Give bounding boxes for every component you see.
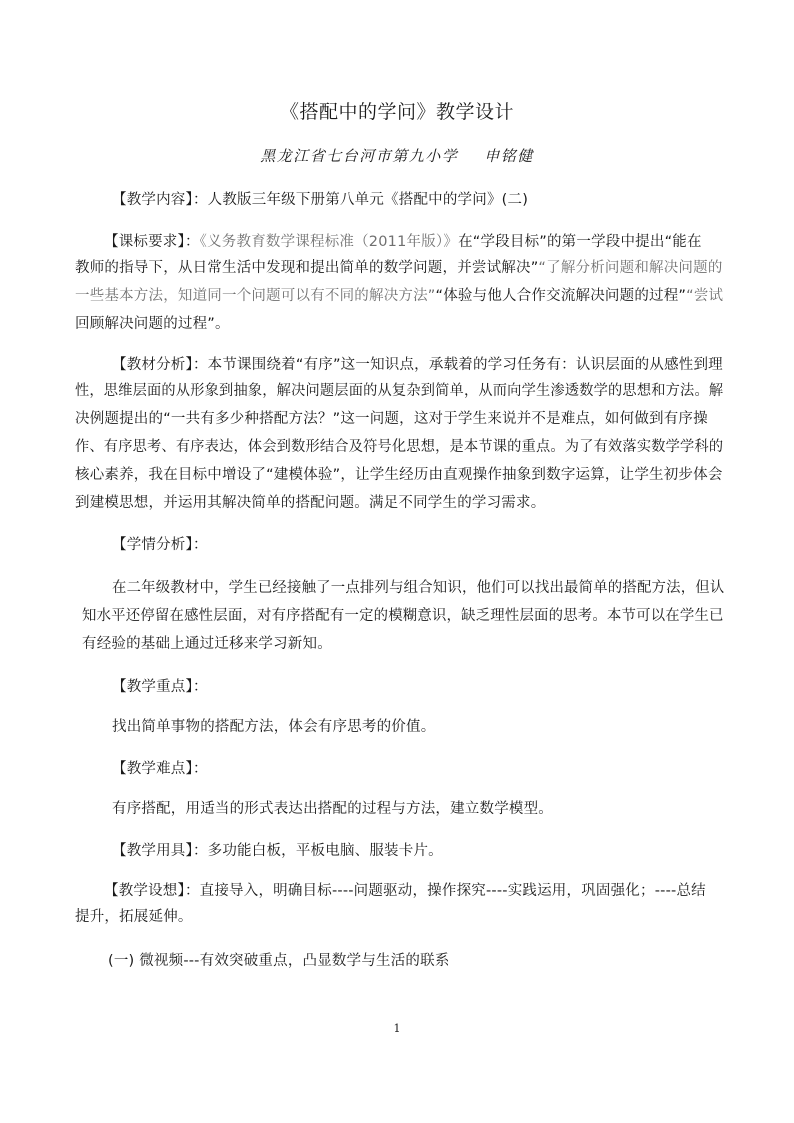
section-label: 【教学用具】： [112,843,208,859]
paragraph-text: 在“学段目标”的第一学段中提出“能在 [458,234,702,250]
paragraph-text: 教师的指导下，从日常生活中发现和提出简单的数学问题，并尝试解决” [75,260,539,276]
standards-line-4 [75,315,230,333]
concept-line-2: 提升，拓展延伸。 [75,909,193,925]
paragraph-text: 直接导入，明确目标----问题驱动，操作探究----实践运用，巩固强化；----总结 [199,883,706,899]
paragraph-text: 人教版三年级下册第八单元《搭配中的学问》(二) [207,192,529,208]
author-line [0,146,794,166]
material-line-1 [112,356,723,374]
material-line-4: 作、有序思考、有序表达，体会到数形结合及符号化思想，是本节课的重点。为了有效落实数学学科的 [75,439,724,455]
author-school: 黑龙江省七台河市第九小学 [260,147,459,165]
concept-line-1 [104,882,706,900]
teaching-content [112,191,528,209]
standards-quote: “了解分析问题和解决问题的 [538,260,723,276]
paragraph-text: 回顾解决问题的过程”。 [75,316,230,332]
material-line-3: 决例题提出的“一共有多少种搭配方法？”这一问题，这对于学生来说并不是难点，如何做到有序操 [75,411,708,427]
standards-quote: 一些基本方法，知道同一个问题可以有不同的解决方法” [75,288,436,304]
page-number: 1 [393,1022,401,1035]
key-point-text: 找出简单事物的搭配方法，体会有序思考的价值。 [112,719,436,735]
standards-quote: “尝试 [686,288,724,304]
document-title: 《搭配中的学问》教学设计 [279,101,514,123]
key-point-label: 【教学重点】： [112,679,208,695]
learner-line-2: 知水平还停留在感性层面，对有序搭配有一定的模糊意识，缺乏理性层面的思考。本节可以在学生已 [82,608,724,624]
material-line-2: 性，思维层面的从形象到抽象，解决问题层面的从复杂到简单，从而向学生渗透数学的思想和方法。解 [75,383,724,399]
standards-quote: 《义务教育数学课程标准（2011年版）》 [199,234,459,250]
tools-line [112,842,443,860]
standards-line-3 [75,287,723,305]
standards-line-2 [75,259,723,277]
section-label: 【教学设想】： [104,883,200,899]
material-line-5: 核心素养，我在目标中增设了“建模体验”，让学生经历由直观操作抽象到数字运算，让学生初步体会 [75,467,723,483]
author-name: 申铭健 [484,147,534,165]
difficulty-text: 有序搭配，用适当的形式表达出搭配的过程与方法，建立数学模型。 [112,801,553,817]
section-label: 【课标要求】： [104,234,200,250]
learner-line-1: 在二年级教材中，学生已经接触了一点排列与组合知识，他们可以找出最简单的搭配方法，但认 [112,580,725,596]
section-label: 【教学内容】： [112,192,208,208]
material-line-6: 到建模思想，并运用其解决简单的搭配问题。满足不同学生的学习需求。 [75,495,546,511]
paragraph-text: 本节课围绕着“有序”这一知识点，承载着的学习任务有：认识层面的从感性到理 [207,357,723,373]
difficulty-label: 【教学难点】： [112,761,208,777]
section-label: 【教材分析】： [112,357,208,373]
learner-label: 【学情分析】： [112,537,208,553]
paragraph-text: 多功能白板，平板电脑、服装卡片。 [207,843,443,859]
standards-line-1 [104,233,702,251]
standards-quote: “体验与他人合作交流解决问题的过程” [435,288,687,304]
learner-line-3: 有经验的基础上通过迁移来学习新知。 [82,636,332,652]
section-heading: (一) 微视频---有效突破重点，凸显数学与生活的联系 [108,953,450,969]
